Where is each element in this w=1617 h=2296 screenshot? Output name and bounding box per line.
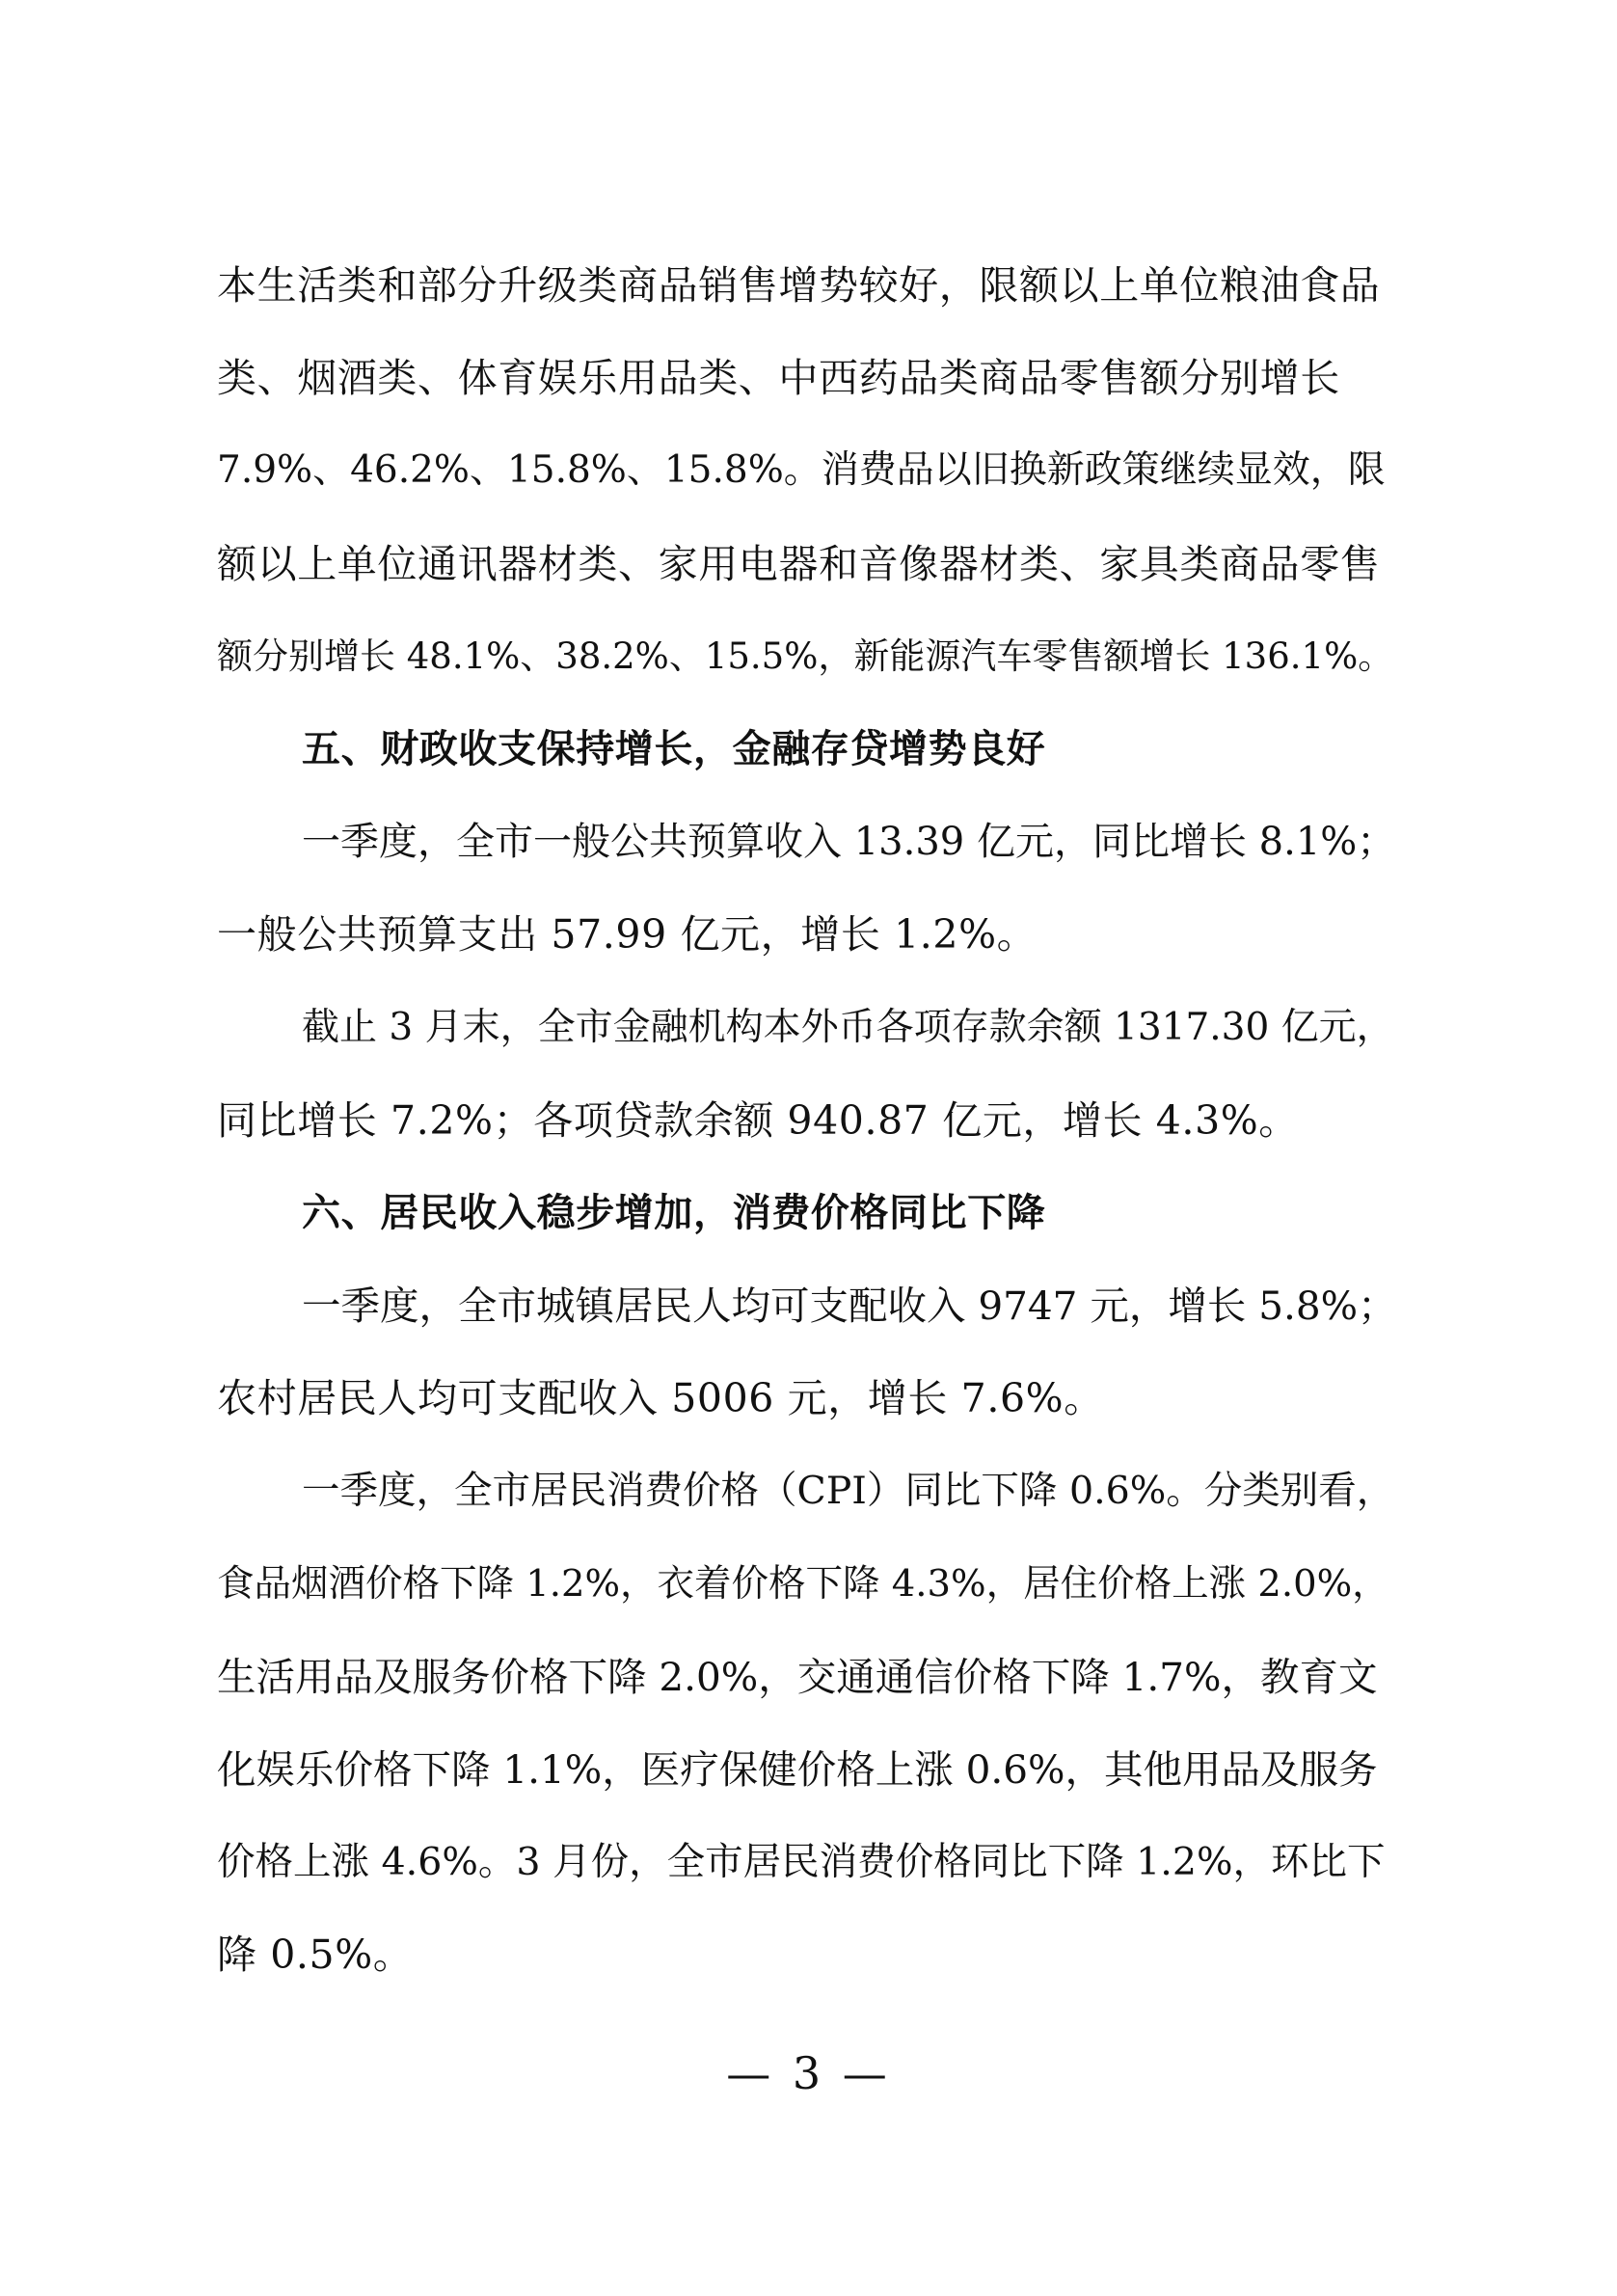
- text-line: 同比增长 7.2%；各项贷款余额 940.87 亿元，增长 4.3%。: [217, 1096, 1299, 1144]
- section-heading-6: 六、居民收入稳步增加，消费价格同比下降: [302, 1190, 1046, 1235]
- text-line: 一般公共预算支出 57.99 亿元，增长 1.2%。: [217, 911, 1038, 959]
- text-line: 农村居民人均可支配收入 5006 元，增长 7.6%。: [217, 1375, 1104, 1422]
- text-line: 一季度，全市一般公共预算收入 13.39 亿元，同比增长 8.1%；: [302, 820, 1396, 865]
- text-line: 一季度，全市居民消费价格（CPI）同比下降 0.6%。分类别看，: [302, 1469, 1395, 1514]
- text-line: 额分别增长 48.1%、38.2%、15.5%，新能源汽车零售额增长 136.1%。: [217, 635, 1394, 677]
- section-heading-5: 五、财政收支保持增长，金融存贷增势良好: [302, 726, 1046, 771]
- body-text: [217, 239, 1398, 2002]
- text-line: 截止 3 月末，全市金融机构本外币各项存款余额 1317.30 亿元，: [302, 1005, 1394, 1049]
- text-line: 生活用品及服务价格下降 2.0%，交通通信价格下降 1.7%，教育文: [217, 1653, 1378, 1700]
- page-number: — 3 —: [726, 2047, 891, 2099]
- text-line: 额以上单位通讯器材类、家用电器和音像器材类、家具类商品零售: [217, 540, 1381, 587]
- text-line: 7.9%、46.2%、15.8%、15.8%。消费品以旧换新政策继续显效，限: [217, 448, 1386, 493]
- text-line: 化娱乐价格下降 1.1%，医疗保健价格上涨 0.6%，其他用品及服务: [217, 1746, 1378, 1793]
- text-line: 类、烟酒类、体育娱乐用品类、中西药品类商品零售额分别增长: [217, 355, 1340, 402]
- text-line: 食品烟酒价格下降 1.2%，衣着价格下降 4.3%，居住价格上涨 2.0%，: [217, 1561, 1389, 1606]
- text-line: 本生活类和部分升级类商品销售增势较好，限额以上单位粮油食品: [217, 262, 1381, 309]
- text-line: 一季度，全市城镇居民人均可支配收入 9747 元，增长 5.8%；: [302, 1283, 1397, 1330]
- text-line: 价格上涨 4.6%。3 月份，全市居民消费价格同比下降 1.2%，环比下: [217, 1840, 1386, 1885]
- text-line: 降 0.5%。: [217, 1931, 414, 1979]
